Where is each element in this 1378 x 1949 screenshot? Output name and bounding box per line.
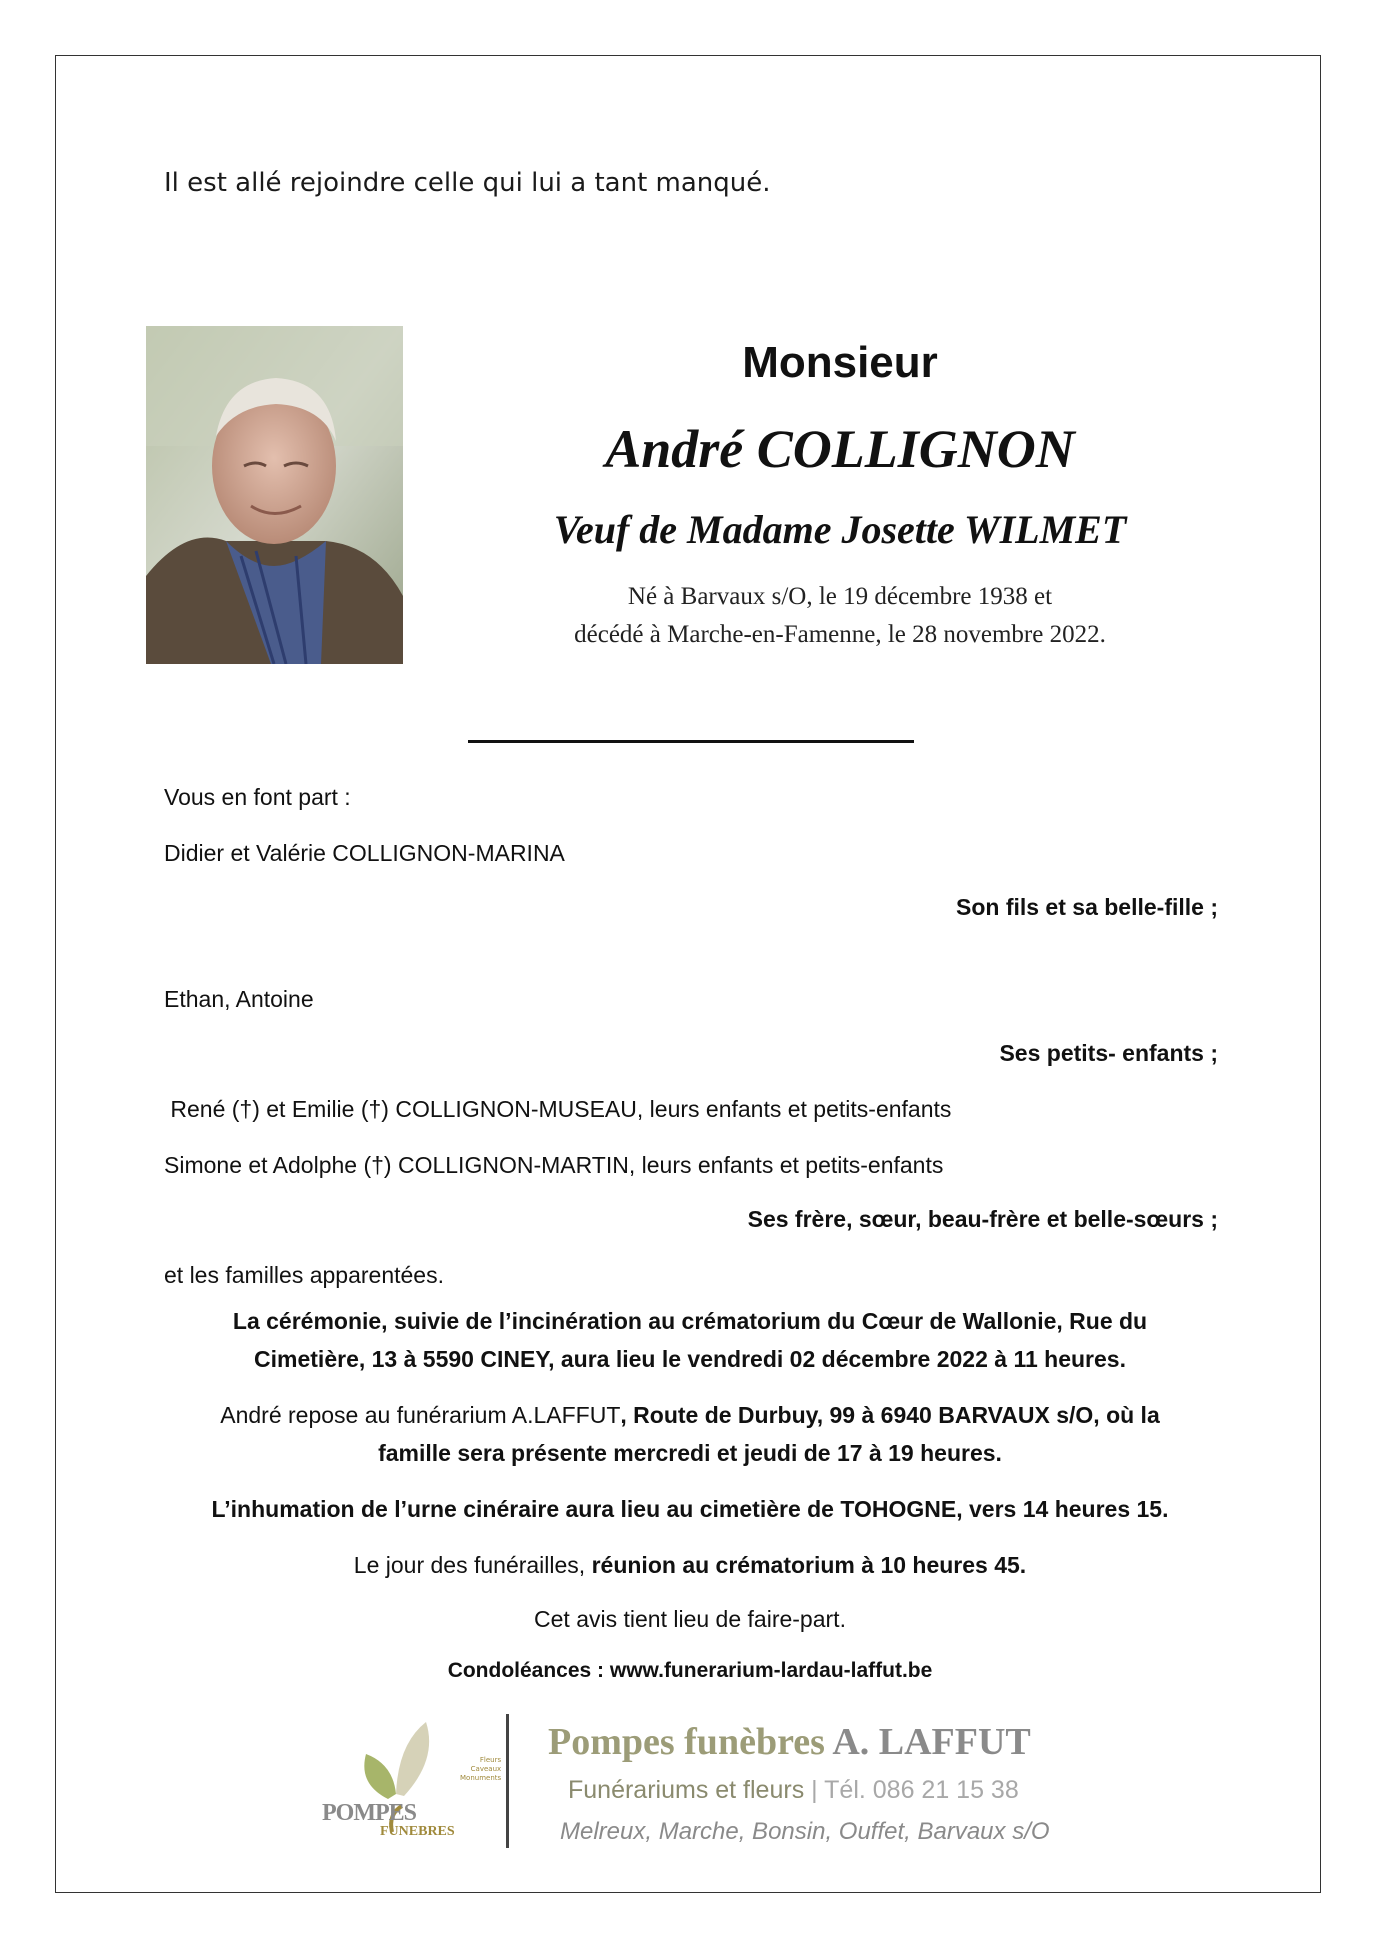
- deceased-photo: [146, 326, 403, 664]
- deceased-name: André COLLIGNON: [605, 419, 1075, 479]
- brand-name: [548, 1720, 1031, 1764]
- death-line: décédé à Marche-en-Famenne, le 28 novembre 2022.: [574, 621, 1106, 648]
- reunion-time: réunion au crématorium à 10 heures 45.: [591, 1552, 1027, 1578]
- condolences-line: Condoléances : www.funerarium-lardau-laffut.be: [447, 1659, 933, 1682]
- family-names-1: Didier et Valérie COLLIGNON-MARINA: [164, 840, 565, 866]
- notice-line: Cet avis tient lieu de faire-part.: [534, 1606, 846, 1632]
- brand-name-a: Pompes funèbres: [548, 1721, 825, 1763]
- inhumation-line: L’inhumation de l’urne cinéraire aura lieu au cimetière de TOHOGNE, vers 14 heures 15.: [211, 1496, 1169, 1522]
- logo-word-pompes: POMPES: [322, 1800, 416, 1826]
- family-names-3: René (†) et Emilie (†) COLLIGNON-MUSEAU, leurs enfants et petits-enfants: [164, 1096, 952, 1122]
- family-relation-1: Son fils et sa belle-fille ;: [955, 894, 1218, 920]
- repose-hours: famille sera présente mercredi et jeudi de 17 à 19 heures.: [378, 1440, 1002, 1466]
- separator-line: [468, 740, 914, 743]
- brand-places: Melreux, Marche, Bonsin, Ouffet, Barvaux s/O: [560, 1818, 1050, 1845]
- family-names-4: Simone et Adolphe (†) COLLIGNON-MARTIN, leurs enfants et petits-enfants: [164, 1152, 944, 1178]
- logo-divider: [506, 1714, 509, 1848]
- honorific: Monsieur: [742, 338, 938, 387]
- ceremony-text: [140, 1302, 1240, 1378]
- ceremony-line-1: La cérémonie, suivie de l’incinération au crématorium du Cœur de Wallonie, Rue du: [232, 1308, 1148, 1334]
- dates-block: [460, 578, 1220, 654]
- logo-word-funebres: FUNEBRES: [380, 1824, 455, 1839]
- families-line: et les familles apparentées.: [164, 1262, 444, 1288]
- brand-subtitle-a: Funérariums et fleurs: [568, 1776, 805, 1804]
- repose-address: , Route de Durbuy, 99 à 6940 BARVAUX s/O, où la: [620, 1402, 1160, 1428]
- epigraph: Il est allé rejoindre celle qui lui a tant manqué.: [164, 168, 771, 198]
- reunion-plain: Le jour des funérailles,: [353, 1552, 592, 1578]
- spouse-line: Veuf de Madame Josette WILMET: [553, 507, 1127, 552]
- birth-line: Né à Barvaux s/O, le 19 décembre 1938 et: [627, 583, 1053, 610]
- brand-name-b: A. LAFFUT: [832, 1721, 1031, 1763]
- repose-text: [140, 1396, 1240, 1472]
- brand-subtitle: [568, 1776, 1019, 1805]
- pompes-funebres-logo: [318, 1714, 502, 1844]
- brand-phone: | Tél. 086 21 15 38: [811, 1776, 1019, 1804]
- family-relation-4: Ses frère, sœur, beau-frère et belle-sœurs ;: [747, 1206, 1218, 1232]
- family-relation-2: Ses petits- enfants ;: [999, 1040, 1218, 1066]
- family-names-2: Ethan, Antoine: [164, 986, 314, 1012]
- ceremony-line-2: Cimetière, 13 à 5590 CINEY, aura lieu le vendredi 02 décembre 2022 à 11 heures.: [254, 1346, 1126, 1372]
- reunion-line: [140, 1546, 1240, 1584]
- repose-plain: André repose au funérarium A.LAFFUT: [220, 1402, 621, 1428]
- logo-small-text: Fleurs Caveaux Monuments: [460, 1756, 502, 1782]
- announce-line: Vous en font part :: [164, 784, 351, 810]
